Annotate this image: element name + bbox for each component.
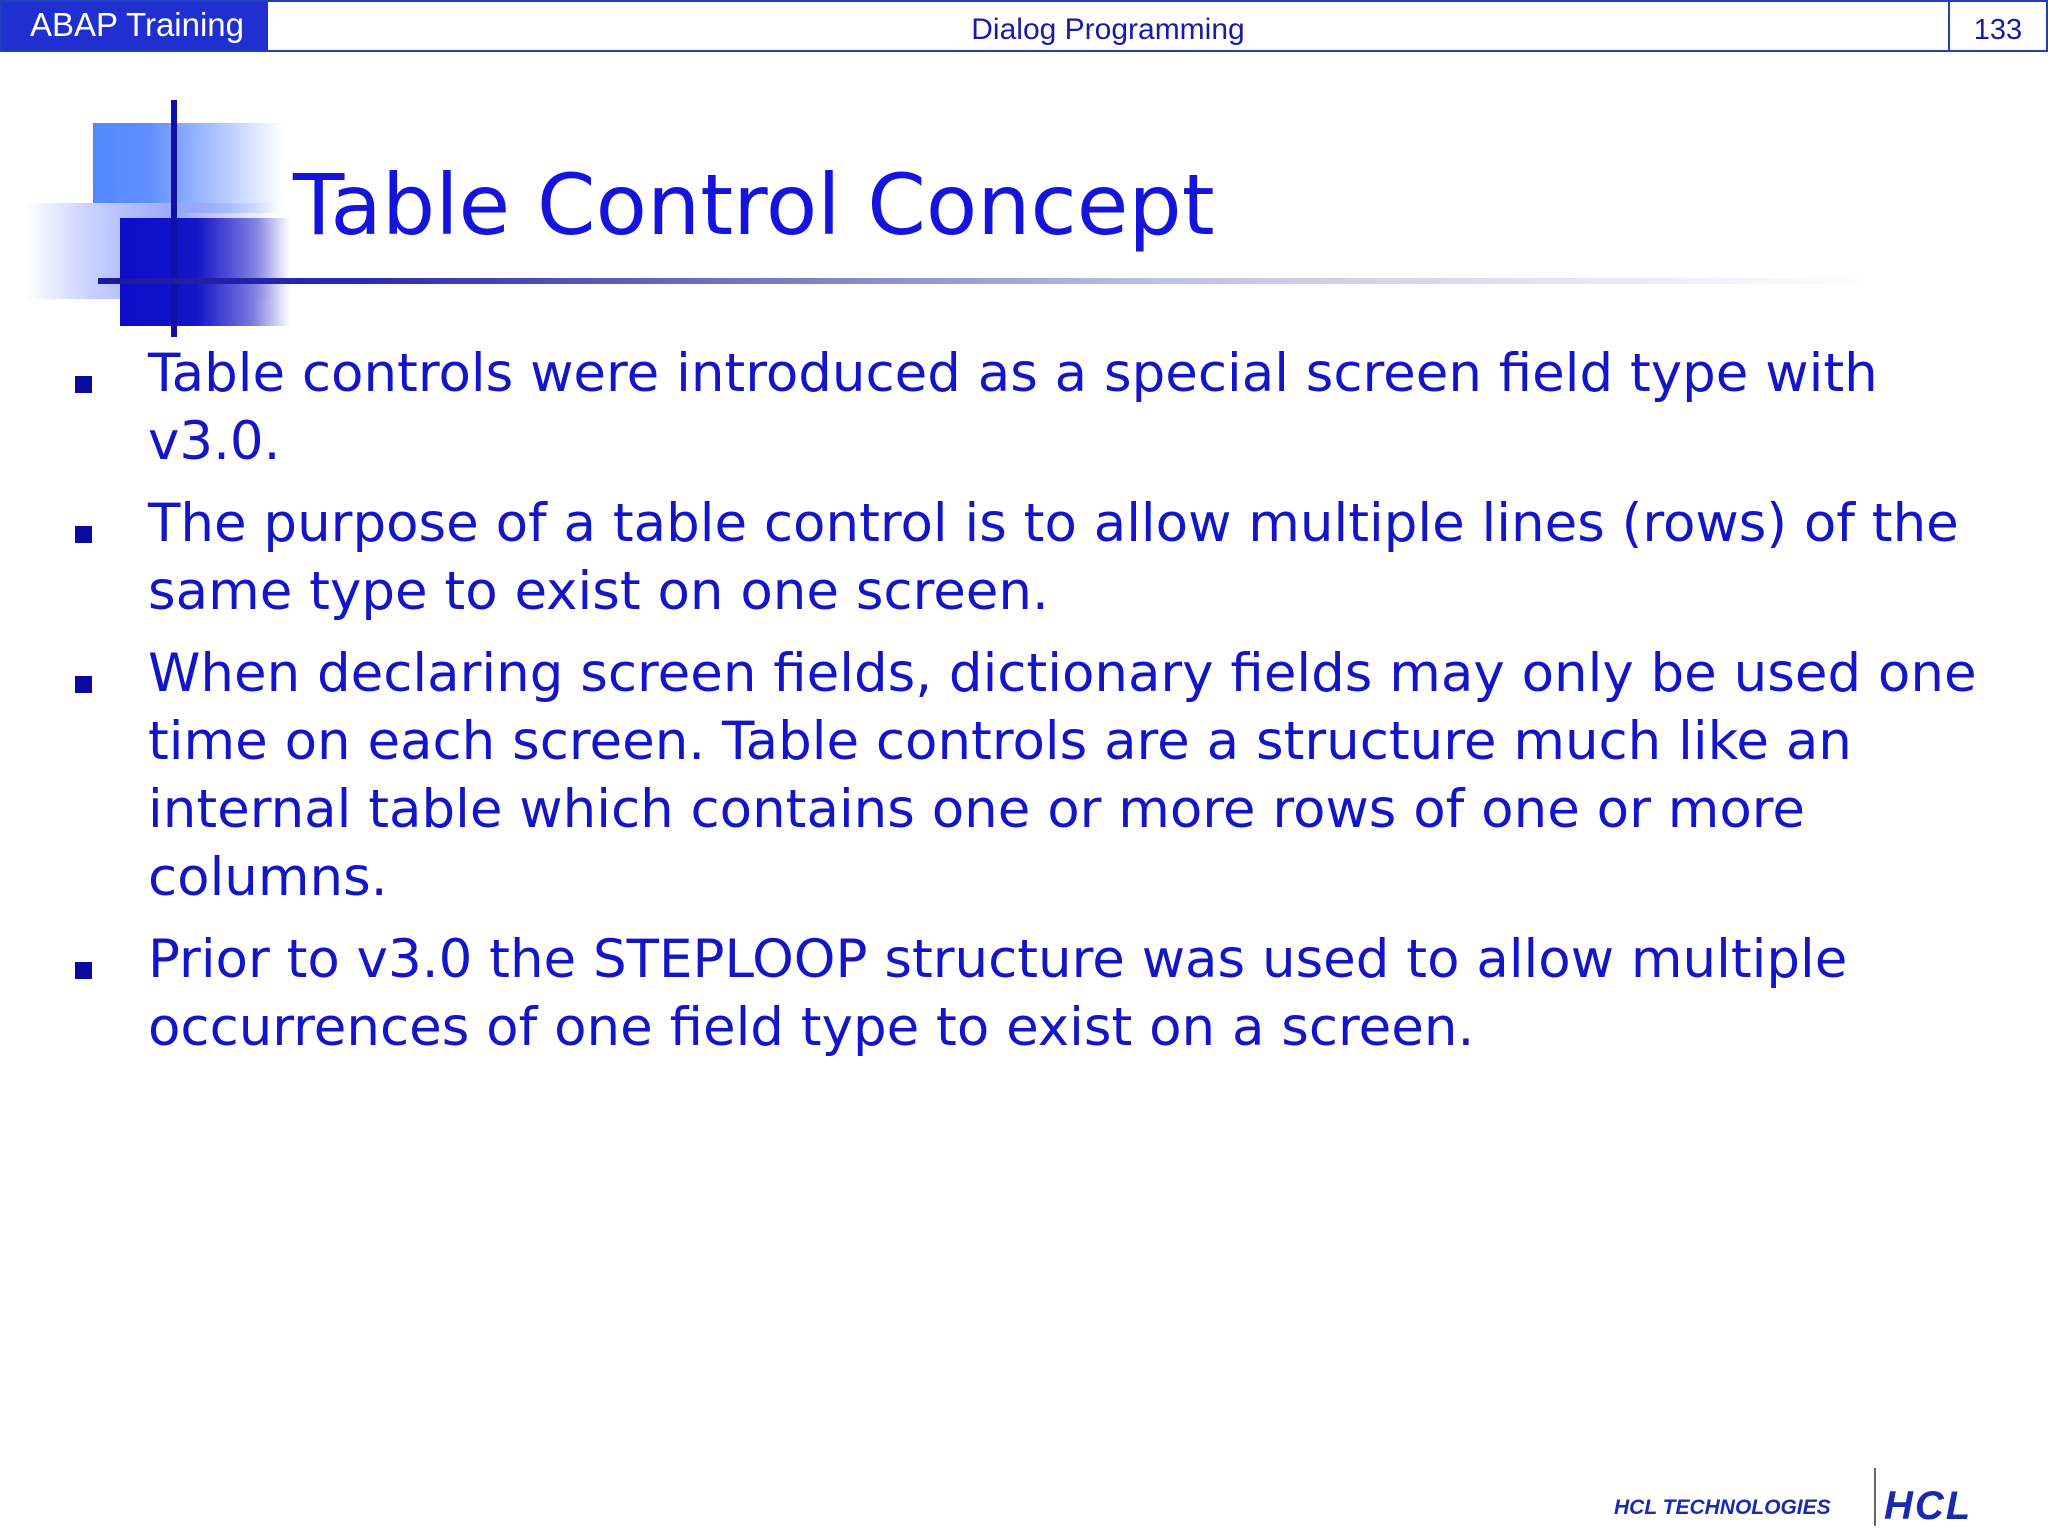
bullet-item	[0, 640, 2048, 912]
square-bullet-icon	[75, 676, 92, 693]
course-label: ABAP Training	[2, 2, 268, 50]
square-bullet-icon	[75, 376, 92, 393]
bullet-item	[0, 490, 2048, 626]
bullet-text: When declaring screen fields, dictionary fields may only be used one time on each screen. Table controls are a structure much like an internal table which contains one or more rows of one or more columns.	[148, 643, 1977, 908]
bullet-text: The purpose of a table control is to allow multiple lines (rows) of the same type to exist on one screen.	[148, 493, 1959, 622]
hcl-logo-mark: HCL	[1884, 1484, 1973, 1528]
company-logo	[1610, 1464, 2030, 1528]
company-name: HCL TECHNOLOGIES	[1614, 1496, 1831, 1519]
title-underline	[98, 278, 1868, 284]
bullet-text: Prior to v3.0 the STEPLOOP structure was used to allow multiple occurrences of one field type to exist on a screen.	[148, 929, 1848, 1058]
header-bar	[0, 0, 2048, 52]
topic-label: Dialog Programming	[971, 13, 1245, 46]
page-number: 133	[1973, 14, 2023, 46]
bullet-item	[0, 926, 2048, 1062]
bullet-text: Table controls were introduced as a special screen field type with v3.0.	[148, 343, 1878, 472]
logo-divider	[1874, 1468, 1876, 1526]
slide-title: Table Control Concept	[293, 156, 1215, 254]
bullet-item	[0, 340, 2048, 476]
title-decoration-square-dark	[120, 218, 290, 326]
title-decoration-square-light	[93, 123, 283, 213]
title-decoration-vertical-line	[171, 100, 177, 337]
square-bullet-icon	[75, 526, 92, 543]
bullet-list	[0, 340, 2048, 1076]
square-bullet-icon	[75, 962, 92, 979]
